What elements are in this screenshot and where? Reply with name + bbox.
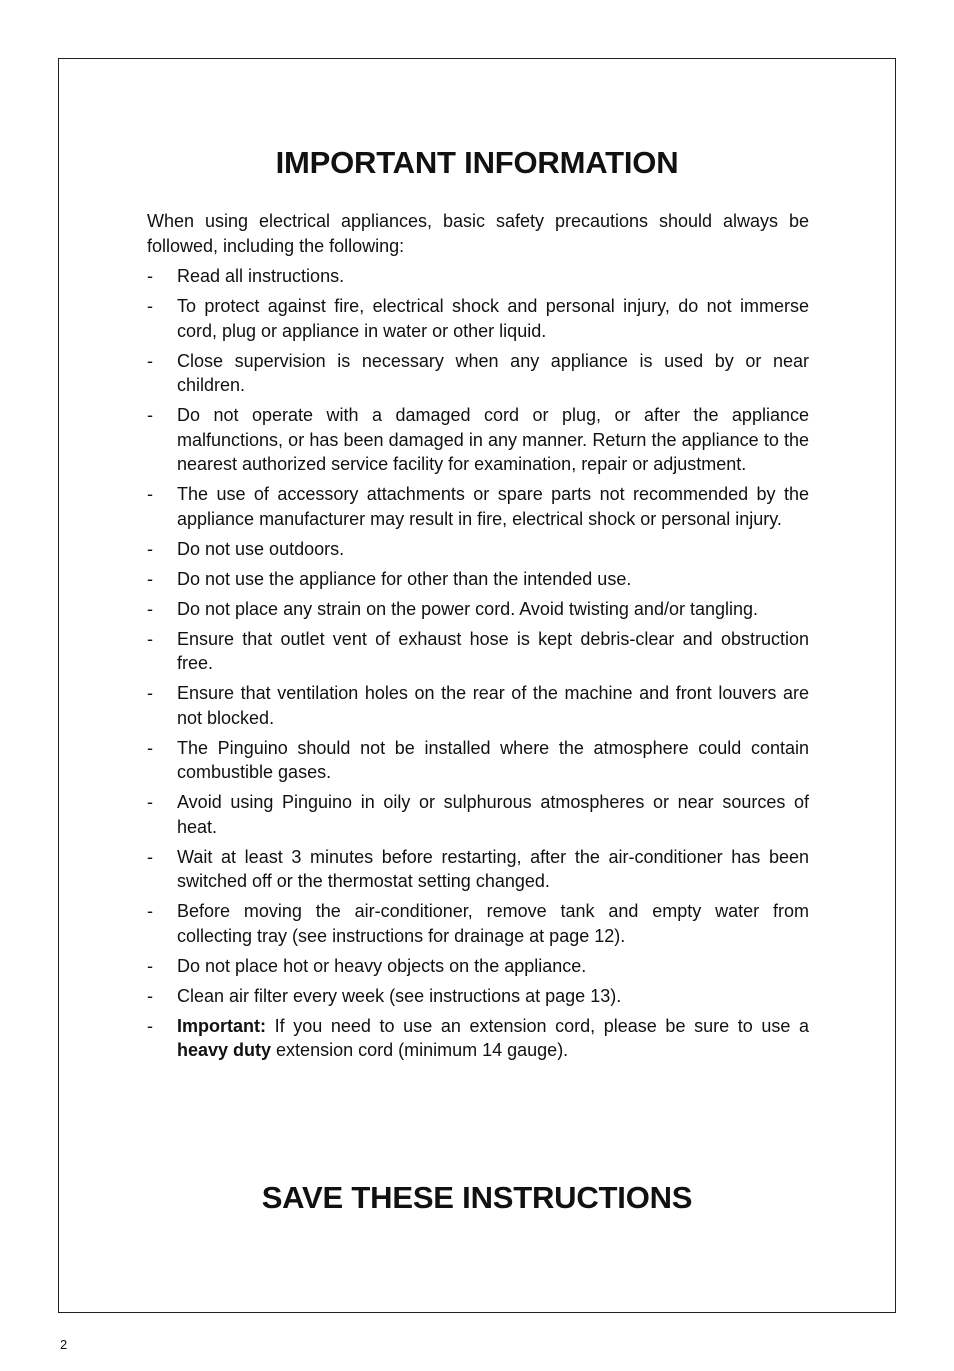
safety-content — [147, 209, 809, 1068]
list-item-text: Close supervision is necessary when any appliance is used by or near children. — [177, 350, 809, 395]
important-emphasis: heavy duty — [177, 1040, 272, 1060]
list-item — [147, 597, 809, 622]
list-item-text: Do not place any strain on the power cord. Avoid twisting and/or tangling. — [177, 598, 759, 619]
list-bullet: - — [147, 598, 153, 619]
list-bullet: - — [147, 628, 153, 649]
list-bullet: - — [147, 985, 153, 1006]
list-item-text: Before moving the air-conditioner, remove tank and empty water from collecting tray (see instructions for drainage at page 12). — [177, 901, 809, 946]
list-item-text: Do not use the appliance for other than the intended use. — [177, 568, 632, 589]
list-bullet: - — [147, 737, 153, 758]
list-item — [147, 482, 809, 531]
list-bullet: - — [147, 296, 153, 316]
important-label: Important: — [177, 1015, 266, 1036]
list-item-text: Wait at least 3 minutes before restarting, after the air-conditioner has been switched off or the thermostat setting changed. — [177, 846, 809, 891]
page-frame — [58, 58, 896, 1313]
list-item-text: To protect against fire, electrical shock and personal injury, do not immerse cord, plug or appliance in water or other liquid. — [177, 296, 809, 341]
list-bullet: - — [147, 901, 153, 921]
list-item — [147, 567, 809, 592]
list-item-text: Avoid using Pinguino in oily or sulphurous atmospheres or near sources of heat. — [177, 792, 809, 837]
list-item — [147, 954, 809, 979]
list-bullet: - — [147, 1015, 153, 1036]
important-text-1: If you need to use an extension cord, please be sure to use a — [266, 1015, 809, 1036]
list-item — [147, 264, 809, 289]
page-title: IMPORTANT INFORMATION — [275, 145, 679, 180]
list-item — [147, 790, 809, 839]
list-bullet: - — [147, 484, 153, 504]
list-item-text: The use of accessory attachments or spare parts not recommended by the appliance manufacturer may result in fire, electrical shock or personal injury. — [177, 484, 809, 529]
list-bullet: - — [147, 846, 153, 867]
list-item-text: Do not operate with a damaged cord or plug, or after the appliance malfunctions, or has been damaged in any manner. Return the appliance to the nearest authorized service facility for examination, repair or adjustment. — [177, 405, 809, 474]
list-item-text: Do not use outdoors. — [177, 538, 345, 559]
list-item — [147, 845, 809, 894]
list-item — [147, 294, 809, 343]
list-item-text: Ensure that ventilation holes on the rear of the machine and front louvers are not blocked. — [177, 683, 809, 728]
list-bullet: - — [147, 266, 153, 286]
important-text-2: extension cord (minimum 14 gauge). — [271, 1040, 569, 1060]
list-bullet: - — [147, 792, 153, 812]
page-number: 2 — [60, 1337, 68, 1352]
list-item — [147, 984, 809, 1009]
list-item — [147, 681, 809, 730]
save-instructions-title: SAVE THESE INSTRUCTIONS — [261, 1180, 693, 1215]
list-bullet: - — [147, 568, 153, 589]
list-item-text: Read all instructions. — [177, 266, 345, 286]
list-item-text: Clean air filter every week (see instructions at page 13). — [177, 985, 622, 1006]
safety-list — [147, 264, 809, 1063]
list-item — [147, 349, 809, 398]
list-bullet: - — [147, 955, 153, 976]
list-bullet: - — [147, 538, 153, 559]
list-bullet: - — [147, 350, 153, 371]
list-bullet: - — [147, 405, 153, 425]
list-item-text: Ensure that outlet vent of exhaust hose is kept debris-clear and obstruction free. — [177, 628, 809, 673]
list-item — [147, 537, 809, 562]
list-item-text: Do not place hot or heavy objects on the appliance. — [177, 955, 587, 976]
list-item — [147, 736, 809, 785]
list-item-text: The Pinguino should not be installed where the atmosphere could contain combustible gases. — [177, 737, 809, 782]
list-item — [147, 627, 809, 676]
list-item-important — [147, 1014, 809, 1063]
list-item — [147, 899, 809, 948]
intro-paragraph: When using electrical appliances, basic safety precautions should always be followed, including the following: — [147, 211, 809, 256]
list-item — [147, 403, 809, 477]
list-bullet: - — [147, 683, 153, 703]
